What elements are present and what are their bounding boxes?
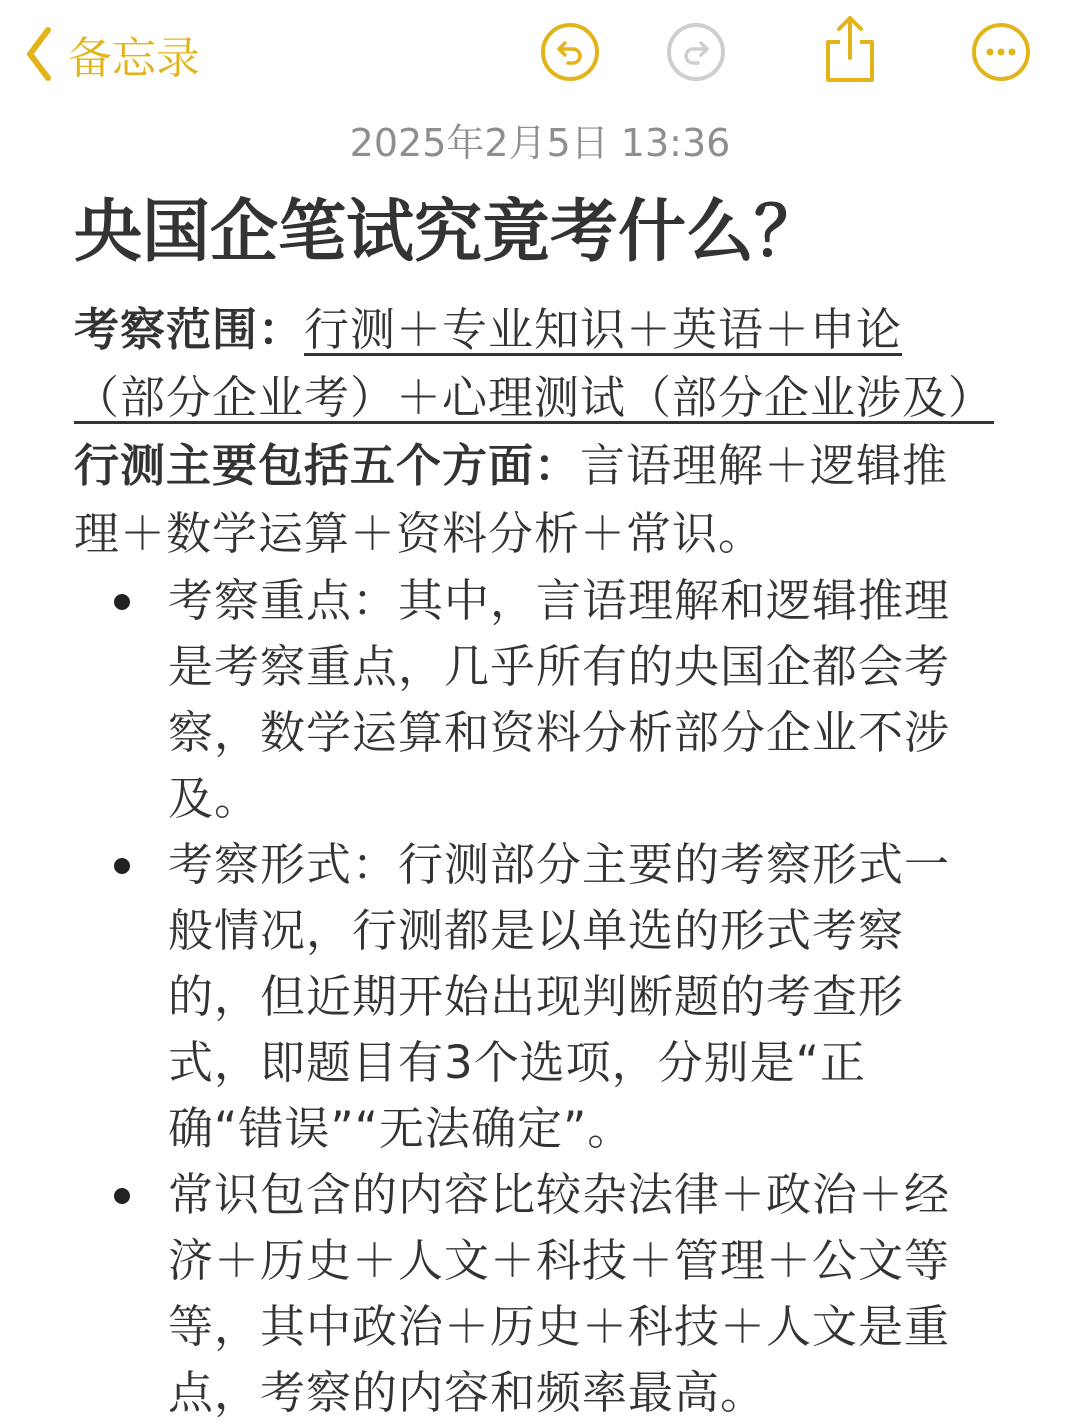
chevron-left-icon	[24, 26, 54, 82]
list-item: 考察形式：行测部分主要的考察形式一般情况，行测都是以单选的形式考察的，但近期开始出现判断题的考查形式，即题目有3个选项，分别是“正确“错误”“无法确定”。	[168, 832, 978, 1162]
undo-icon[interactable]	[540, 22, 600, 82]
list-item: 考察重点：其中，言语理解和逻辑推理是考察重点，几乎所有的央国企都会考察，数学运算和资料分析部分企业不涉及。	[168, 568, 978, 832]
aspects-label: 行测主要包括五个方面：	[74, 439, 581, 492]
navigation-bar	[0, 0, 1080, 105]
list-item: 常识包含的内容比较杂法律＋政治＋经济＋历史＋人文＋科技＋管理＋公文等等，其中政治＋历史＋科技＋人文是重点，考察的内容和频率最高。	[168, 1162, 978, 1426]
back-label: 备忘录	[68, 33, 200, 84]
note-title: 央国企笔试究竟考什么？	[74, 193, 823, 272]
back-button[interactable]	[24, 22, 200, 86]
share-icon[interactable]	[820, 14, 880, 84]
note-body[interactable]	[74, 188, 994, 1426]
note-date: 2025年2月5日 13:36	[349, 121, 731, 165]
aspects-paragraph	[74, 432, 994, 568]
scope-paragraph	[74, 296, 994, 432]
more-icon[interactable]	[971, 22, 1031, 82]
scope-label: 考察范围：	[74, 303, 305, 356]
scope-text: 行测＋专业知识＋英语＋申论（部分企业考）＋心理测试（部分企业涉及）	[74, 303, 995, 424]
redo-icon[interactable]	[666, 22, 726, 82]
aspects-text: 言语理解＋逻辑推理＋数学运算＋资料分析＋常识。	[74, 439, 949, 560]
bullet-list	[74, 568, 994, 1426]
